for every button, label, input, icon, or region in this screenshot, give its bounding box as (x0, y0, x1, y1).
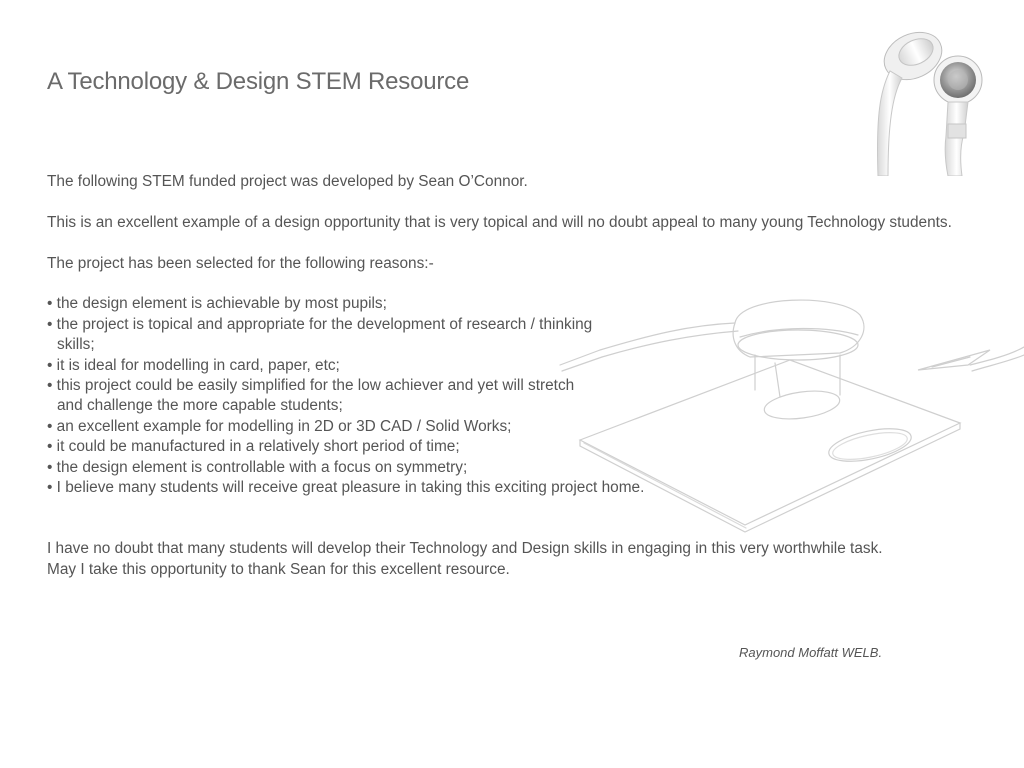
closing-text: I have no doubt that many students will develop their Technology and Design skills in engaging in this very worthwhile task. (47, 540, 883, 558)
bullet-item: • this project could be easily simplified for the low achiever and yet will stretch (47, 377, 575, 395)
bullet-item: • the project is topical and appropriate for the development of research / thinking (47, 315, 593, 333)
bullet-item: • an excellent example for modelling in 2D or 3D CAD / Solid Works; (47, 417, 512, 435)
bullet-continuation: and challenge the more capable students; (57, 397, 343, 415)
thanks-text: May I take this opportunity to thank Sean for this excellent resource. (47, 560, 510, 578)
reasons-heading: The project has been selected for the following reasons:- (47, 254, 434, 272)
slide-body (47, 172, 987, 580)
slide-title: A Technology & Design STEM Resource (47, 68, 470, 95)
bullet-item: • it could be manufactured in a relatively short period of time; (47, 438, 460, 456)
bullet-item: • it is ideal for modelling in card, paper, etc; (47, 356, 340, 374)
bullet-item: • I believe many students will receive great pleasure in taking this exciting project home. (47, 479, 645, 497)
bullet-continuation: skills; (57, 336, 95, 354)
earbuds-photo (868, 16, 988, 176)
bullet-item: • the design element is controllable with a focus on symmetry; (47, 458, 468, 476)
signature: Raymond Moffatt WELB. (739, 645, 883, 660)
bullet-item: • the design element is achievable by most pupils; (47, 295, 387, 313)
intro-text: The following STEM funded project was developed by Sean O’Connor. (47, 173, 528, 190)
description-paragraph: This is an excellent example of a design opportunity that is very topical and will no doubt appeal to many young Technology students. (47, 213, 952, 231)
